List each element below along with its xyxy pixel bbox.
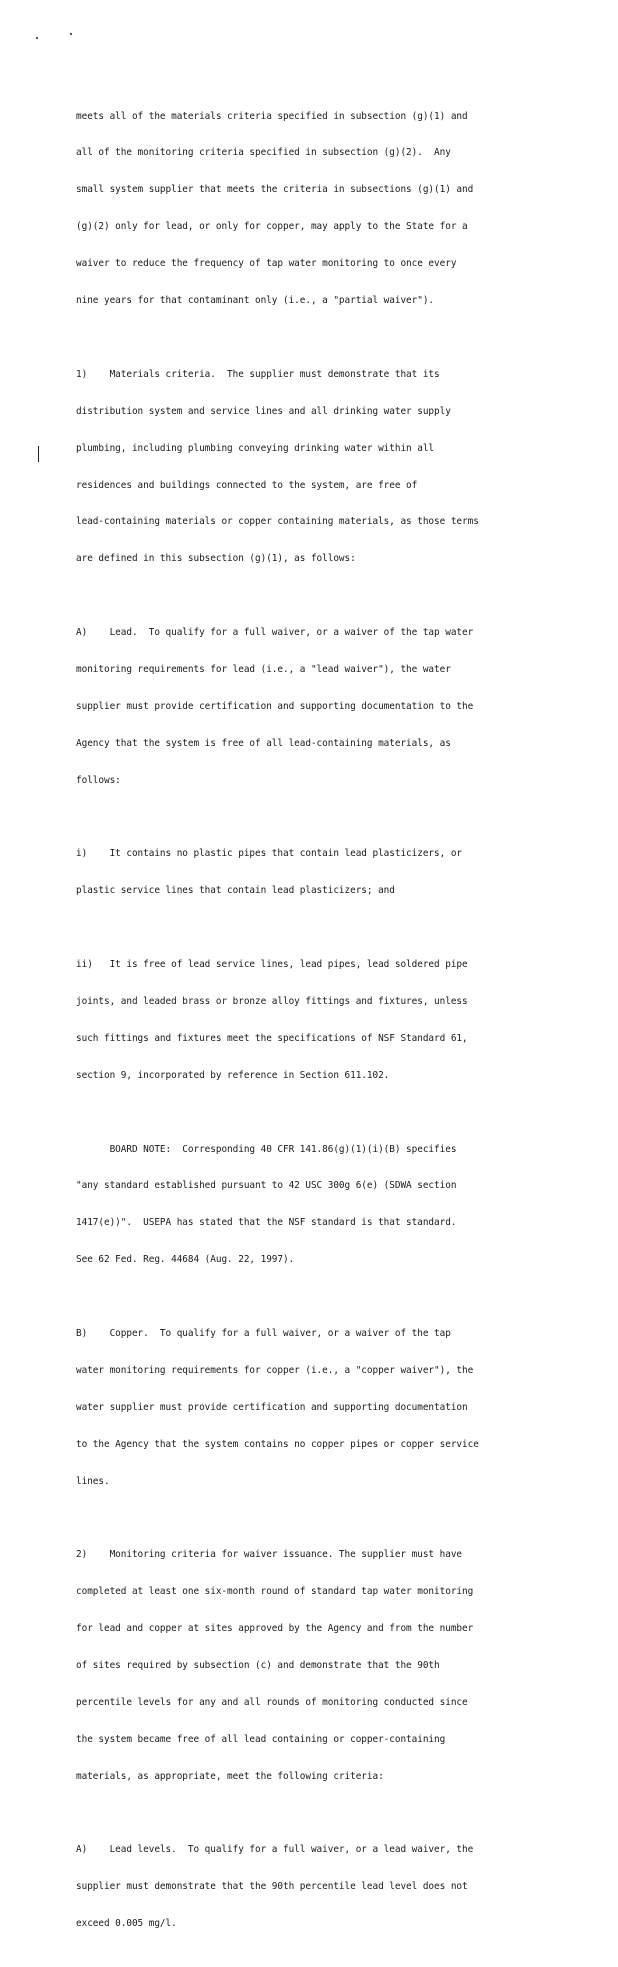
scan-speck [70,33,72,35]
paragraph-lead: A) Lead. To qualify for a full waiver, or a waiver of the tap water monitoring requirements for lead (i.e., a "lead waiver"), the water supplier must provide certification and supporting documentation to the Agency that the system is free of all lead-containing materials, as follows: [76,627,474,786]
paragraph-monitoring-criteria: 2) Monitoring criteria for waiver issuance. The supplier must have completed at least one six-month round of standard tap water monitoring for lead and copper at sites approved by the Agency and from the number of sites required by subsection (c) and demonstrate that the 90th percentile levels for any and all rounds of monitoring conducted since the system became free of all lead containing or copper-containing materials, as appropriate, meet the following criteria: [76,1549,474,1782]
paragraph-intro: meets all of the materials criteria specified in subsection (g)(1) and all of the monitoring criteria specified in subsection (g)(2). Any small system supplier that meets the criteria in subsections (g)(1) and (g)(2) only for lead, or only for copper, may apply to the State for a waiver to reduce the frequency of tap water monitoring to once every nine years for that contaminant only (i.e., a "partial waiver"). [76,110,474,307]
paragraph-copper: B) Copper. To qualify for a full waiver, or a waiver of the tap water monitoring requirements for copper (i.e., a "copper waiver"), the water supplier must provide certification and supporting documentation to the Agency that the system contains no copper pipes or copper service lines. [76,1327,479,1487]
paragraph-materials-criteria: 1) Materials criteria. The supplier must demonstrate that its distribution system and service lines and all drinking water supply plumbing, including plumbing conveying drinking water within all residences and buildings connected to the system, are free of lead-containing materials or copper containing materials, as those terms are defined in this subsection (g)(1), as follows: [76,368,479,565]
paragraph-lead-i: i) It contains no plastic pipes that contain lead plasticizers, or plastic service lines that contain lead plasticizers; and [76,848,463,897]
scan-speck [36,37,38,39]
paragraph-lead-levels: A) Lead levels. To qualify for a full waiver, or a lead waiver, the supplier must demonstrate that the 90th percentile lead level does not exceed 0.005 mg/l. [76,1844,474,1930]
document-body [76,86,546,1967]
paragraph-board-note: BOARD NOTE: Corresponding 40 CFR 141.86(g)(1)(i)(B) specifies "any standard established pursuant to 42 USC 300g 6(e) (SDWA section 1417(e))". USEPA has stated that the NSF standard is that standard. See 62 Fed. Reg. 44684 (Aug. 22, 1997). [76,1143,457,1266]
paragraph-lead-ii: ii) It is free of lead service lines, lead pipes, lead soldered pipe joints, and leaded brass or bronze alloy fittings and fixtures, unless such fittings and fixtures meet the specifications of NSF Standard 61, section 9, incorporated by reference in Section 611.102. [76,959,468,1081]
revision-bar [38,446,39,462]
